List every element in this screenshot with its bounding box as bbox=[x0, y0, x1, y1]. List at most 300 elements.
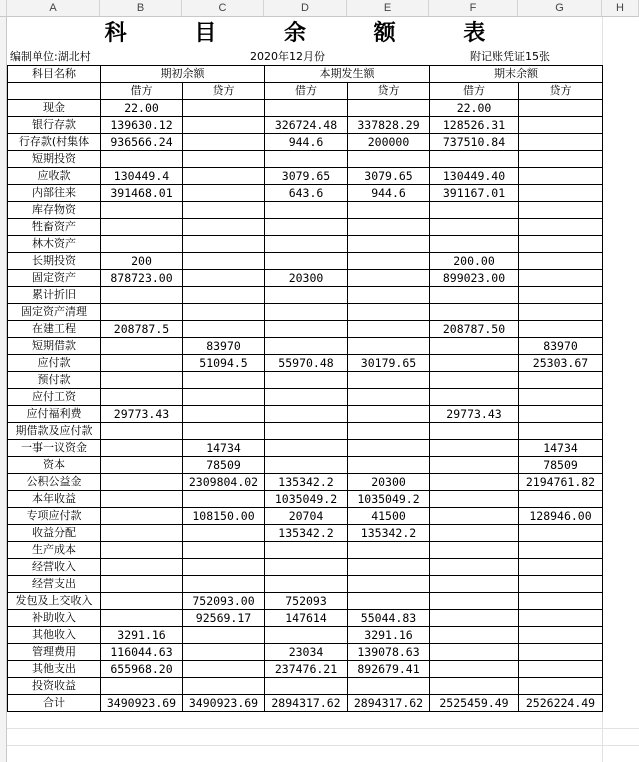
closing-credit-cell[interactable] bbox=[519, 525, 603, 542]
subject-cell[interactable]: 期借款及应付款 bbox=[8, 423, 101, 440]
current-credit-cell[interactable] bbox=[348, 151, 430, 168]
table-row bbox=[8, 287, 603, 304]
closing-debit-cell[interactable] bbox=[430, 423, 519, 440]
closing-credit-cell[interactable] bbox=[519, 542, 603, 559]
subject-cell[interactable]: 生产成本 bbox=[8, 542, 101, 559]
closing-debit-cell[interactable]: 899023.00 bbox=[430, 270, 519, 287]
opening-debit-cell[interactable]: 391468.01 bbox=[101, 185, 183, 202]
opening-credit-cell[interactable] bbox=[183, 287, 265, 304]
table-row bbox=[8, 610, 603, 627]
current-credit-cell[interactable] bbox=[348, 593, 430, 610]
table-row bbox=[8, 270, 603, 287]
closing-debit-header[interactable]: 借方 bbox=[430, 83, 519, 100]
table-row bbox=[8, 491, 603, 508]
closing-debit-cell[interactable] bbox=[430, 508, 519, 525]
column-header-b[interactable]: B bbox=[100, 0, 182, 17]
current-debit-cell[interactable] bbox=[265, 627, 348, 644]
closing-debit-cell[interactable] bbox=[430, 559, 519, 576]
subject-cell[interactable]: 短期借款 bbox=[8, 338, 101, 355]
subject-cell[interactable]: 公积公益金 bbox=[8, 474, 101, 491]
closing-debit-cell[interactable] bbox=[430, 576, 519, 593]
subject-cell[interactable]: 应付工资 bbox=[8, 389, 101, 406]
closing-credit-cell[interactable]: 83970 bbox=[519, 338, 603, 355]
closing-credit-cell[interactable]: 14734 bbox=[519, 440, 603, 457]
current-credit-cell[interactable]: 1035049.2 bbox=[348, 491, 430, 508]
table-row bbox=[8, 576, 603, 593]
closing-credit-cell[interactable] bbox=[519, 406, 603, 423]
subject-cell[interactable]: 内部往来 bbox=[8, 185, 101, 202]
current-debit-cell[interactable]: 23034 bbox=[265, 644, 348, 661]
current-credit-cell[interactable] bbox=[348, 270, 430, 287]
current-credit-cell[interactable] bbox=[348, 678, 430, 695]
opening-credit-cell[interactable]: 51094.5 bbox=[183, 355, 265, 372]
closing-credit-cell[interactable]: 2194761.82 bbox=[519, 474, 603, 491]
opening-debit-cell[interactable] bbox=[101, 236, 183, 253]
opening-debit-cell[interactable]: 3490923.69 bbox=[101, 695, 183, 712]
table-row bbox=[8, 185, 603, 202]
current-credit-cell[interactable]: 41500 bbox=[348, 508, 430, 525]
opening-debit-cell[interactable] bbox=[101, 457, 183, 474]
opening-credit-cell[interactable]: 14734 bbox=[183, 440, 265, 457]
table-row bbox=[8, 100, 603, 117]
closing-credit-cell[interactable] bbox=[519, 134, 603, 151]
table-row bbox=[8, 695, 603, 712]
current-credit-cell[interactable] bbox=[348, 253, 430, 270]
subject-cell[interactable]: 林木资产 bbox=[8, 236, 101, 253]
current-credit-cell[interactable]: 892679.41 bbox=[348, 661, 430, 678]
subject-cell[interactable]: 固定资产 bbox=[8, 270, 101, 287]
current-credit-cell[interactable] bbox=[348, 236, 430, 253]
opening-credit-cell[interactable] bbox=[183, 576, 265, 593]
closing-credit-cell[interactable] bbox=[519, 423, 603, 440]
current-credit-cell[interactable] bbox=[348, 304, 430, 321]
table-row bbox=[8, 457, 603, 474]
table-row bbox=[8, 168, 603, 185]
opening-credit-cell[interactable] bbox=[183, 644, 265, 661]
subject-cell[interactable]: 短期投资 bbox=[8, 151, 101, 168]
current-debit-cell[interactable]: 135342.2 bbox=[265, 525, 348, 542]
current-credit-cell[interactable]: 20300 bbox=[348, 474, 430, 491]
current-debit-cell[interactable] bbox=[265, 542, 348, 559]
opening-debit-cell[interactable]: 139630.12 bbox=[101, 117, 183, 134]
table-row bbox=[8, 372, 603, 389]
closing-credit-cell[interactable] bbox=[519, 491, 603, 508]
table-row bbox=[8, 236, 603, 253]
opening-debit-cell[interactable]: 22.00 bbox=[101, 100, 183, 117]
subject-cell[interactable]: 长期投资 bbox=[8, 253, 101, 270]
subject-cell[interactable]: 应收款 bbox=[8, 168, 101, 185]
current-debit-cell[interactable] bbox=[265, 202, 348, 219]
closing-credit-cell[interactable] bbox=[519, 253, 603, 270]
closing-debit-cell[interactable] bbox=[430, 593, 519, 610]
closing-debit-cell[interactable]: 22.00 bbox=[430, 100, 519, 117]
table-row bbox=[8, 559, 603, 576]
opening-debit-cell[interactable] bbox=[101, 678, 183, 695]
subject-cell[interactable]: 本年收益 bbox=[8, 491, 101, 508]
current-credit-cell[interactable]: 200000 bbox=[348, 134, 430, 151]
subject-header[interactable]: 科目名称 bbox=[8, 66, 101, 83]
opening-credit-cell[interactable] bbox=[183, 270, 265, 287]
subject-cell[interactable]: 专项应付款 bbox=[8, 508, 101, 525]
closing-credit-cell[interactable] bbox=[519, 270, 603, 287]
current-debit-header[interactable]: 借方 bbox=[265, 83, 348, 100]
closing-debit-cell[interactable] bbox=[430, 372, 519, 389]
current-debit-cell[interactable] bbox=[265, 389, 348, 406]
current-debit-cell[interactable] bbox=[265, 253, 348, 270]
subject-cell[interactable]: 累计折旧 bbox=[8, 287, 101, 304]
closing-balance-header[interactable]: 期末余额 bbox=[430, 66, 603, 83]
opening-debit-cell[interactable] bbox=[101, 202, 183, 219]
current-credit-cell[interactable] bbox=[348, 542, 430, 559]
opening-debit-cell[interactable] bbox=[101, 304, 183, 321]
current-credit-cell[interactable]: 135342.2 bbox=[348, 525, 430, 542]
opening-credit-cell[interactable] bbox=[183, 202, 265, 219]
opening-credit-cell[interactable] bbox=[183, 321, 265, 338]
current-credit-cell[interactable]: 944.6 bbox=[348, 185, 430, 202]
closing-credit-cell[interactable] bbox=[519, 644, 603, 661]
closing-credit-cell[interactable] bbox=[519, 117, 603, 134]
current-debit-cell[interactable] bbox=[265, 151, 348, 168]
opening-credit-cell[interactable]: 83970 bbox=[183, 338, 265, 355]
opening-debit-cell[interactable] bbox=[101, 610, 183, 627]
closing-debit-cell[interactable] bbox=[430, 338, 519, 355]
opening-debit-cell[interactable]: 200 bbox=[101, 253, 183, 270]
current-debit-cell[interactable] bbox=[265, 406, 348, 423]
subject-cell[interactable]: 现金 bbox=[8, 100, 101, 117]
closing-debit-cell[interactable]: 200.00 bbox=[430, 253, 519, 270]
table-row bbox=[8, 678, 603, 695]
current-period-header[interactable]: 本期发生额 bbox=[265, 66, 430, 83]
opening-debit-cell[interactable]: 130449.4 bbox=[101, 168, 183, 185]
opening-debit-cell[interactable] bbox=[101, 338, 183, 355]
column-header-a[interactable]: A bbox=[7, 0, 100, 17]
current-debit-cell[interactable]: 55970.48 bbox=[265, 355, 348, 372]
column-header-c[interactable]: C bbox=[182, 0, 264, 17]
closing-credit-cell[interactable] bbox=[519, 185, 603, 202]
opening-debit-cell[interactable]: 655968.20 bbox=[101, 661, 183, 678]
opening-debit-cell[interactable] bbox=[101, 372, 183, 389]
subject-cell[interactable]: 应付款 bbox=[8, 355, 101, 372]
current-debit-cell[interactable]: 1035049.2 bbox=[265, 491, 348, 508]
subject-cell[interactable]: 其他支出 bbox=[8, 661, 101, 678]
table-row bbox=[8, 117, 603, 134]
current-debit-cell[interactable] bbox=[265, 576, 348, 593]
closing-debit-cell[interactable] bbox=[430, 525, 519, 542]
closing-debit-cell[interactable]: 130449.40 bbox=[430, 168, 519, 185]
opening-credit-cell[interactable] bbox=[183, 525, 265, 542]
current-credit-cell[interactable] bbox=[348, 219, 430, 236]
current-credit-cell[interactable]: 3079.65 bbox=[348, 168, 430, 185]
closing-debit-cell[interactable] bbox=[430, 661, 519, 678]
opening-debit-cell[interactable] bbox=[101, 151, 183, 168]
subject-cell[interactable]: 资本 bbox=[8, 457, 101, 474]
opening-debit-cell[interactable] bbox=[101, 474, 183, 491]
table-row bbox=[8, 219, 603, 236]
current-credit-cell[interactable] bbox=[348, 440, 430, 457]
opening-credit-cell[interactable] bbox=[183, 559, 265, 576]
opening-debit-cell[interactable]: 3291.16 bbox=[101, 627, 183, 644]
current-credit-cell[interactable] bbox=[348, 100, 430, 117]
closing-credit-cell[interactable] bbox=[519, 236, 603, 253]
opening-debit-cell[interactable]: 936566.24 bbox=[101, 134, 183, 151]
closing-credit-cell[interactable] bbox=[519, 168, 603, 185]
opening-credit-header[interactable]: 贷方 bbox=[183, 83, 265, 100]
opening-credit-cell[interactable]: 3490923.69 bbox=[183, 695, 265, 712]
current-credit-cell[interactable] bbox=[348, 338, 430, 355]
current-debit-cell[interactable]: 3079.65 bbox=[265, 168, 348, 185]
balance-table bbox=[7, 65, 603, 712]
unit-label: 编制单位:湖北村 bbox=[10, 50, 91, 63]
opening-debit-cell[interactable] bbox=[101, 525, 183, 542]
closing-debit-cell[interactable] bbox=[430, 610, 519, 627]
current-debit-cell[interactable]: 20300 bbox=[265, 270, 348, 287]
subject-cell[interactable]: 预付款 bbox=[8, 372, 101, 389]
opening-debit-cell[interactable] bbox=[101, 287, 183, 304]
closing-debit-cell[interactable]: 2525459.49 bbox=[430, 695, 519, 712]
opening-credit-cell[interactable]: 78509 bbox=[183, 457, 265, 474]
closing-debit-cell[interactable]: 128526.31 bbox=[430, 117, 519, 134]
current-credit-cell[interactable] bbox=[348, 457, 430, 474]
opening-credit-cell[interactable] bbox=[183, 253, 265, 270]
current-credit-cell[interactable] bbox=[348, 287, 430, 304]
current-debit-cell[interactable] bbox=[265, 678, 348, 695]
subject-cell[interactable]: 其他收入 bbox=[8, 627, 101, 644]
subject-cell[interactable]: 一事一议资金 bbox=[8, 440, 101, 457]
current-credit-cell[interactable]: 3291.16 bbox=[348, 627, 430, 644]
blank-header-cell[interactable] bbox=[8, 83, 101, 100]
current-debit-cell[interactable] bbox=[265, 287, 348, 304]
current-credit-cell[interactable] bbox=[348, 423, 430, 440]
current-credit-cell[interactable] bbox=[348, 321, 430, 338]
subject-cell[interactable]: 收益分配 bbox=[8, 525, 101, 542]
closing-credit-cell[interactable] bbox=[519, 151, 603, 168]
closing-credit-header[interactable]: 贷方 bbox=[519, 83, 603, 100]
closing-debit-cell[interactable] bbox=[430, 202, 519, 219]
closing-credit-cell[interactable]: 25303.67 bbox=[519, 355, 603, 372]
current-debit-cell[interactable]: 147614 bbox=[265, 610, 348, 627]
opening-credit-cell[interactable]: 108150.00 bbox=[183, 508, 265, 525]
opening-debit-cell[interactable] bbox=[101, 440, 183, 457]
closing-credit-cell[interactable] bbox=[519, 610, 603, 627]
closing-credit-cell[interactable] bbox=[519, 202, 603, 219]
closing-credit-cell[interactable] bbox=[519, 678, 603, 695]
current-debit-cell[interactable]: 752093 bbox=[265, 593, 348, 610]
closing-debit-cell[interactable]: 29773.43 bbox=[430, 406, 519, 423]
current-credit-cell[interactable]: 337828.29 bbox=[348, 117, 430, 134]
current-debit-cell[interactable]: 2894317.62 bbox=[265, 695, 348, 712]
closing-credit-cell[interactable] bbox=[519, 661, 603, 678]
current-debit-cell[interactable] bbox=[265, 236, 348, 253]
opening-credit-cell[interactable]: 752093.00 bbox=[183, 593, 265, 610]
current-credit-cell[interactable]: 139078.63 bbox=[348, 644, 430, 661]
current-credit-header[interactable]: 贷方 bbox=[348, 83, 430, 100]
current-debit-cell[interactable]: 326724.48 bbox=[265, 117, 348, 134]
subject-cell[interactable]: 经营支出 bbox=[8, 576, 101, 593]
closing-debit-cell[interactable] bbox=[430, 287, 519, 304]
row-header-strip[interactable] bbox=[0, 17, 7, 762]
opening-credit-cell[interactable] bbox=[183, 151, 265, 168]
opening-credit-cell[interactable] bbox=[183, 627, 265, 644]
opening-debit-cell[interactable]: 116044.63 bbox=[101, 644, 183, 661]
subject-cell[interactable]: 牲畜资产 bbox=[8, 219, 101, 236]
opening-credit-cell[interactable] bbox=[183, 406, 265, 423]
current-debit-cell[interactable] bbox=[265, 219, 348, 236]
opening-debit-cell[interactable] bbox=[101, 508, 183, 525]
column-header-h[interactable]: H bbox=[602, 0, 639, 17]
opening-debit-header[interactable]: 借方 bbox=[101, 83, 183, 100]
current-debit-cell[interactable] bbox=[265, 100, 348, 117]
opening-credit-cell[interactable] bbox=[183, 304, 265, 321]
current-debit-cell[interactable] bbox=[265, 304, 348, 321]
opening-credit-cell[interactable] bbox=[183, 389, 265, 406]
closing-credit-cell[interactable] bbox=[519, 321, 603, 338]
closing-credit-cell[interactable] bbox=[519, 304, 603, 321]
subject-cell[interactable]: 行存款(村集体 bbox=[8, 134, 101, 151]
closing-credit-cell[interactable] bbox=[519, 576, 603, 593]
closing-debit-cell[interactable]: 391167.01 bbox=[430, 185, 519, 202]
current-debit-cell[interactable] bbox=[265, 338, 348, 355]
closing-debit-cell[interactable] bbox=[430, 355, 519, 372]
table-row bbox=[8, 338, 603, 355]
subject-cell[interactable]: 应付福利费 bbox=[8, 406, 101, 423]
current-credit-cell[interactable] bbox=[348, 372, 430, 389]
opening-credit-cell[interactable] bbox=[183, 423, 265, 440]
column-header-f[interactable]: F bbox=[429, 0, 518, 17]
opening-debit-cell[interactable]: 29773.43 bbox=[101, 406, 183, 423]
opening-credit-cell[interactable] bbox=[183, 372, 265, 389]
opening-debit-cell[interactable] bbox=[101, 219, 183, 236]
current-debit-cell[interactable]: 643.6 bbox=[265, 185, 348, 202]
current-debit-cell[interactable]: 237476.21 bbox=[265, 661, 348, 678]
current-debit-cell[interactable]: 135342.2 bbox=[265, 474, 348, 491]
closing-debit-cell[interactable]: 208787.50 bbox=[430, 321, 519, 338]
opening-credit-cell[interactable] bbox=[183, 542, 265, 559]
current-credit-cell[interactable] bbox=[348, 389, 430, 406]
opening-balance-header[interactable]: 期初余额 bbox=[101, 66, 265, 83]
table-row bbox=[8, 134, 603, 151]
opening-debit-cell[interactable] bbox=[101, 423, 183, 440]
subject-cell[interactable]: 发包及上交收入 bbox=[8, 593, 101, 610]
column-header-d[interactable]: D bbox=[264, 0, 347, 17]
current-credit-cell[interactable]: 55044.83 bbox=[348, 610, 430, 627]
subject-cell[interactable]: 经营收入 bbox=[8, 559, 101, 576]
subject-cell[interactable]: 合计 bbox=[8, 695, 101, 712]
table-row bbox=[8, 389, 603, 406]
current-credit-cell[interactable]: 2894317.62 bbox=[348, 695, 430, 712]
current-debit-cell[interactable]: 944.6 bbox=[265, 134, 348, 151]
opening-credit-cell[interactable]: 92569.17 bbox=[183, 610, 265, 627]
table-row bbox=[8, 151, 603, 168]
closing-debit-cell[interactable] bbox=[430, 457, 519, 474]
opening-debit-cell[interactable]: 208787.5 bbox=[101, 321, 183, 338]
closing-debit-cell[interactable] bbox=[430, 440, 519, 457]
subject-cell[interactable]: 在建工程 bbox=[8, 321, 101, 338]
closing-credit-cell[interactable] bbox=[519, 593, 603, 610]
closing-credit-cell[interactable] bbox=[519, 389, 603, 406]
closing-credit-cell[interactable] bbox=[519, 219, 603, 236]
table-row bbox=[8, 508, 603, 525]
column-header-e[interactable]: E bbox=[347, 0, 429, 17]
opening-credit-cell[interactable] bbox=[183, 168, 265, 185]
closing-debit-cell[interactable] bbox=[430, 151, 519, 168]
report-title: 科 目 余 额 表 bbox=[104, 20, 516, 46]
closing-debit-cell[interactable] bbox=[430, 542, 519, 559]
opening-credit-cell[interactable] bbox=[183, 491, 265, 508]
column-header-corner[interactable] bbox=[0, 0, 7, 17]
current-credit-cell[interactable] bbox=[348, 576, 430, 593]
closing-debit-cell[interactable] bbox=[430, 389, 519, 406]
closing-debit-cell[interactable]: 737510.84 bbox=[430, 134, 519, 151]
closing-credit-cell[interactable] bbox=[519, 287, 603, 304]
opening-credit-cell[interactable] bbox=[183, 678, 265, 695]
current-debit-cell[interactable]: 20704 bbox=[265, 508, 348, 525]
current-credit-cell[interactable] bbox=[348, 202, 430, 219]
subject-cell[interactable]: 固定资产清理 bbox=[8, 304, 101, 321]
opening-debit-cell[interactable] bbox=[101, 576, 183, 593]
current-credit-cell[interactable]: 30179.65 bbox=[348, 355, 430, 372]
closing-credit-cell[interactable]: 2526224.49 bbox=[519, 695, 603, 712]
closing-credit-cell[interactable] bbox=[519, 372, 603, 389]
opening-credit-cell[interactable] bbox=[183, 219, 265, 236]
closing-credit-cell[interactable] bbox=[519, 100, 603, 117]
opening-debit-cell[interactable] bbox=[101, 542, 183, 559]
closing-credit-cell[interactable]: 78509 bbox=[519, 457, 603, 474]
closing-debit-cell[interactable] bbox=[430, 219, 519, 236]
closing-credit-cell[interactable]: 128946.00 bbox=[519, 508, 603, 525]
subject-cell[interactable]: 投资收益 bbox=[8, 678, 101, 695]
closing-debit-cell[interactable] bbox=[430, 474, 519, 491]
table-row bbox=[8, 321, 603, 338]
current-credit-cell[interactable] bbox=[348, 406, 430, 423]
current-debit-cell[interactable] bbox=[265, 559, 348, 576]
table-row bbox=[8, 474, 603, 491]
subject-cell[interactable]: 管理费用 bbox=[8, 644, 101, 661]
opening-credit-cell[interactable] bbox=[183, 661, 265, 678]
closing-debit-cell[interactable] bbox=[430, 678, 519, 695]
current-debit-cell[interactable] bbox=[265, 457, 348, 474]
current-debit-cell[interactable] bbox=[265, 372, 348, 389]
opening-credit-cell[interactable] bbox=[183, 117, 265, 134]
opening-credit-cell[interactable] bbox=[183, 185, 265, 202]
current-debit-cell[interactable] bbox=[265, 423, 348, 440]
closing-credit-cell[interactable] bbox=[519, 559, 603, 576]
opening-debit-cell[interactable] bbox=[101, 593, 183, 610]
opening-credit-cell[interactable] bbox=[183, 100, 265, 117]
closing-debit-cell[interactable] bbox=[430, 644, 519, 661]
subject-cell[interactable]: 库存物资 bbox=[8, 202, 101, 219]
subject-cell[interactable]: 银行存款 bbox=[8, 117, 101, 134]
opening-credit-cell[interactable]: 2309804.02 bbox=[183, 474, 265, 491]
closing-credit-cell[interactable] bbox=[519, 627, 603, 644]
closing-debit-cell[interactable] bbox=[430, 236, 519, 253]
closing-debit-cell[interactable] bbox=[430, 491, 519, 508]
table-row bbox=[8, 593, 603, 610]
column-header-g[interactable]: G bbox=[518, 0, 602, 17]
closing-debit-cell[interactable] bbox=[430, 627, 519, 644]
current-debit-cell[interactable] bbox=[265, 440, 348, 457]
closing-debit-cell[interactable] bbox=[430, 304, 519, 321]
current-debit-cell[interactable] bbox=[265, 321, 348, 338]
opening-debit-cell[interactable] bbox=[101, 559, 183, 576]
subject-cell[interactable]: 补助收入 bbox=[8, 610, 101, 627]
opening-debit-cell[interactable] bbox=[101, 491, 183, 508]
opening-credit-cell[interactable] bbox=[183, 134, 265, 151]
opening-credit-cell[interactable] bbox=[183, 236, 265, 253]
opening-debit-cell[interactable]: 878723.00 bbox=[101, 270, 183, 287]
opening-debit-cell[interactable] bbox=[101, 355, 183, 372]
opening-debit-cell[interactable] bbox=[101, 389, 183, 406]
current-credit-cell[interactable] bbox=[348, 559, 430, 576]
